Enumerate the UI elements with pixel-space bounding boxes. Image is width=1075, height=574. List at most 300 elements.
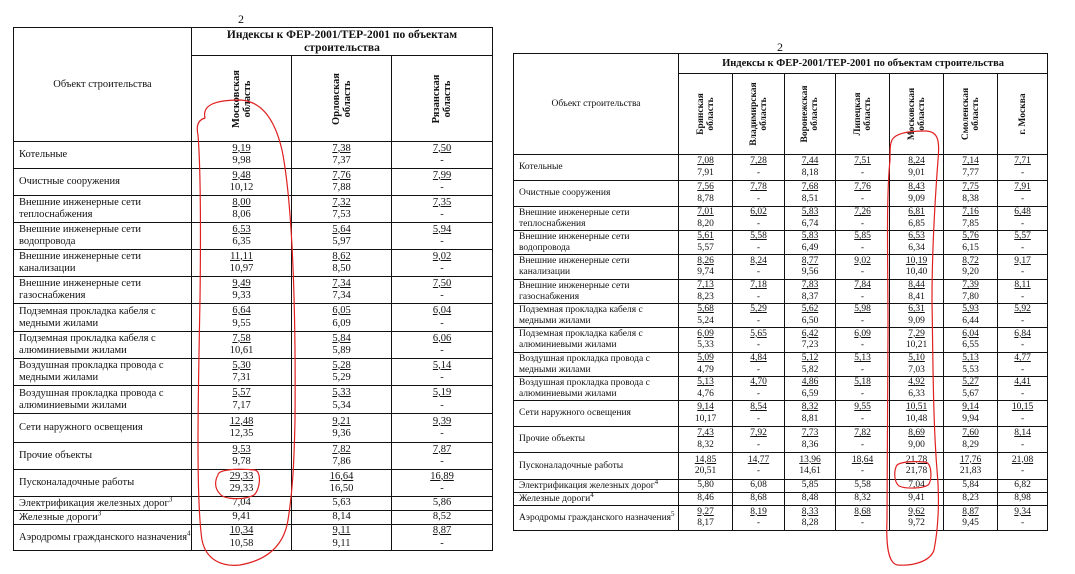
- table-row: [514, 493, 1048, 506]
- index-value-fer: 7,56: [697, 182, 714, 192]
- index-value-cell: [679, 181, 733, 207]
- index-value-cell: [679, 280, 733, 304]
- index-value-ter: 9,36: [332, 428, 351, 439]
- index-value-cell: [944, 506, 998, 531]
- index-value-fer: 5,30: [232, 359, 251, 371]
- index-value-fer: 8,33: [801, 506, 819, 517]
- index-value-fer: 6,04: [962, 328, 979, 339]
- index-value-cell: [192, 250, 292, 277]
- index-value-fer: 6,02: [750, 207, 767, 217]
- index-value-ter: 6,59: [801, 388, 819, 399]
- index-value-ter: 9,33: [232, 290, 251, 301]
- index-value-cell: [292, 223, 392, 250]
- index-value-ter: 5,33: [697, 340, 714, 350]
- header-row: [14, 28, 493, 56]
- object-label: Сети наружного освещения: [519, 408, 631, 418]
- index-value-fer: 7,13: [697, 280, 714, 290]
- index-value-fer: 7,18: [750, 280, 767, 290]
- index-value-cell: [785, 401, 836, 427]
- index-value-fer: 7,92: [750, 428, 767, 438]
- index-value-cell: [836, 155, 890, 181]
- index-value-cell: [392, 223, 493, 250]
- object-column-header: Объект строительства: [514, 54, 679, 155]
- index-value-cell: [733, 181, 785, 207]
- index-value-fer: 8,68: [854, 506, 871, 517]
- left-page-number: 2: [238, 12, 244, 26]
- index-value-cell: [998, 255, 1048, 280]
- object-label: Очистные сооружения: [519, 188, 611, 198]
- index-value-ter: 7,85: [962, 218, 979, 229]
- region-name: Липецкая область: [852, 92, 873, 136]
- index-value-cell: [733, 353, 785, 377]
- index-value-cell: [890, 280, 944, 304]
- index-value-ter: 9,56: [801, 267, 819, 277]
- index-value-cell: [836, 231, 890, 255]
- index-value-ter: -: [1020, 267, 1025, 277]
- index-value-ter: -: [860, 364, 865, 375]
- object-label-cell: [14, 196, 192, 223]
- index-value-ter: -: [440, 537, 444, 549]
- index-value-ter: 5,89: [332, 345, 351, 356]
- index-value-cell: [785, 255, 836, 280]
- object-label: Внешние инженерные сети водопровода: [519, 231, 630, 253]
- index-value-fer: 8,19: [750, 506, 767, 517]
- index-value-cell: [733, 480, 785, 493]
- index-value-ter: 8,81: [801, 413, 819, 424]
- index-value-cell: [836, 207, 890, 231]
- index-value-ter: -: [756, 242, 761, 253]
- index-value-cell: [292, 470, 392, 497]
- index-value-ter: -: [860, 315, 865, 326]
- region-name: Смоленская область: [960, 87, 981, 141]
- index-value-ter: -: [440, 428, 444, 439]
- index-value-cell: [890, 480, 944, 493]
- index-value-cell: [392, 196, 493, 223]
- object-label-cell: [14, 443, 192, 470]
- index-value-cell: [192, 525, 292, 551]
- region-name: Владимирская область: [748, 82, 769, 146]
- index-value-fer: 6,06: [432, 332, 452, 344]
- index-value-ter: 9,55: [232, 317, 251, 329]
- table-row: [14, 497, 493, 511]
- index-value-ter: -: [756, 218, 761, 229]
- index-value-cell: [998, 427, 1048, 453]
- index-value-fer: 6,84: [1014, 328, 1031, 339]
- index-value-ter: 16,50: [329, 483, 354, 494]
- table-row: [14, 414, 493, 443]
- index-value-cell: [733, 377, 785, 401]
- object-label: Внешние инженерные сети газоснабжения: [519, 280, 630, 302]
- index-value-ter: 6,35: [232, 236, 251, 247]
- index-value-ter: 8,17: [697, 518, 714, 528]
- index-value-ter: -: [1020, 340, 1025, 350]
- index-value-cell: [292, 511, 392, 525]
- index-value-fer: 8,24: [750, 255, 767, 266]
- table-row: [14, 223, 493, 250]
- index-value-ter: 9,45: [962, 518, 979, 528]
- index-value-fer: 5,14: [432, 359, 452, 371]
- object-label: Сети наружного освещения: [19, 422, 143, 433]
- index-value-cell: [192, 497, 292, 511]
- index-value-cell: [785, 280, 836, 304]
- index-value-ter: 8,41: [908, 291, 925, 302]
- index-value-cell: [785, 304, 836, 328]
- table-row: [14, 250, 493, 277]
- region-column-header: [192, 56, 292, 142]
- index-value-ter: 6,55: [962, 340, 979, 350]
- index-value-cell: [292, 525, 392, 551]
- index-value-fer: 7,76: [332, 169, 351, 181]
- index-value-cell: [890, 155, 944, 181]
- index-value-ter: 6,15: [962, 242, 979, 253]
- index-value-cell: [679, 453, 733, 480]
- index-value-ter: -: [756, 388, 761, 399]
- index-value-cell: [890, 353, 944, 377]
- index-value-cell: [292, 443, 392, 470]
- index-value-fer: 9,39: [432, 415, 452, 427]
- index-value-ter: -: [756, 518, 761, 528]
- index-value-cell: [679, 480, 733, 493]
- index-value-fer: 9,34: [1014, 506, 1031, 517]
- index-value-ter: 8,18: [801, 167, 819, 178]
- index-value-fer: 7,43: [697, 428, 714, 438]
- region-column-header: [890, 74, 944, 155]
- index-value-ter: 5,29: [332, 372, 351, 383]
- index-value-cell: [890, 493, 944, 506]
- object-label-cell: [514, 377, 679, 401]
- index-value: 8,32: [854, 493, 871, 504]
- index-value-cell: [392, 386, 493, 414]
- index-value-cell: [192, 277, 292, 304]
- index-value-ter: 8,51: [801, 193, 819, 204]
- index-value-fer: 7,83: [801, 280, 819, 290]
- index-value-ter: -: [440, 290, 444, 301]
- index-value-ter: -: [440, 263, 444, 274]
- index-value-cell: [392, 414, 493, 443]
- index-value-fer: 6,48: [1014, 207, 1031, 217]
- footnote-mark: 4: [654, 477, 659, 486]
- index-value-cell: [292, 497, 392, 511]
- index-value-ter: 9,01: [908, 167, 925, 178]
- index-value-fer: 10,34: [229, 525, 254, 536]
- table-row: [514, 280, 1048, 304]
- index-value-fer: 5,09: [697, 353, 714, 363]
- object-column-header: Объект строительства: [14, 28, 192, 142]
- table-row: [514, 207, 1048, 231]
- index-value-fer: 6,64: [232, 305, 251, 316]
- footnote-mark: 4: [590, 490, 594, 499]
- index-value-fer: 5,76: [962, 231, 979, 241]
- index-value-ter: -: [860, 439, 865, 450]
- index-value-cell: [785, 231, 836, 255]
- index-value-cell: [944, 207, 998, 231]
- index-value-cell: [944, 377, 998, 401]
- index-value-ter: -: [756, 413, 761, 424]
- index-value-cell: [292, 142, 392, 169]
- object-label-cell: [14, 142, 192, 169]
- index-value-fer: 8,44: [908, 280, 925, 290]
- index-value-cell: [392, 250, 493, 277]
- index-value-fer: 4,84: [750, 353, 767, 363]
- index-value-ter: 8,36: [801, 439, 819, 450]
- index-value-cell: [733, 401, 785, 427]
- index-value-cell: [292, 196, 392, 223]
- index-value-ter: 7,37: [332, 155, 351, 166]
- index-value-cell: [192, 414, 292, 443]
- index-value-fer: 5,57: [232, 387, 251, 398]
- index-value-ter: -: [756, 267, 761, 277]
- index-value-ter: 7,77: [962, 167, 979, 178]
- index-value-ter: -: [1020, 291, 1025, 302]
- index-value-ter: 7,88: [332, 182, 351, 193]
- object-label-cell: [514, 231, 679, 255]
- object-label: Аэродромы гражданского назначения: [19, 531, 188, 543]
- object-label-cell: [514, 155, 679, 181]
- index-value-ter: 9,78: [232, 456, 251, 467]
- index-value: 8,52: [432, 511, 452, 523]
- index-value-ter: -: [440, 209, 444, 220]
- index-value-cell: [679, 377, 733, 401]
- index-value-fer: 6,42: [801, 328, 819, 339]
- table-row: [514, 427, 1048, 453]
- index-value-fer: 9,11: [332, 525, 351, 536]
- region-column-header: [944, 74, 998, 155]
- index-value-cell: [292, 277, 392, 304]
- object-label: Воздушная прокладка провода с алюминиевыми жилами: [19, 387, 164, 411]
- index-value-fer: 5,84: [332, 332, 351, 344]
- index-value-fer: 6,09: [854, 328, 871, 339]
- index-value: 8,46: [697, 493, 714, 504]
- index-value-ter: -: [440, 317, 444, 329]
- index-value-cell: [890, 181, 944, 207]
- index-value-fer: 5,98: [854, 304, 871, 314]
- object-label-cell: [14, 332, 192, 359]
- index-value-cell: [679, 255, 733, 280]
- index-value-fer: 7,16: [962, 207, 979, 217]
- index-value-ter: 4,76: [697, 388, 714, 399]
- index-value-cell: [944, 304, 998, 328]
- index-value-cell: [944, 453, 998, 480]
- index-value-cell: [944, 255, 998, 280]
- index-value-ter: -: [1020, 388, 1025, 399]
- index-value: 8,23: [962, 493, 979, 504]
- object-label-cell: [514, 453, 679, 480]
- region-column-header: [998, 74, 1048, 155]
- index-value-ter: 7,53: [332, 209, 351, 220]
- index-value-fer: 7,08: [697, 156, 714, 166]
- index-value-fer: 4,92: [908, 377, 925, 387]
- index-value-cell: [733, 493, 785, 506]
- index-value-fer: 9,14: [697, 402, 714, 412]
- index-value-ter: 4,79: [697, 364, 714, 375]
- region-column-header: [292, 56, 392, 142]
- index-value-cell: [733, 453, 785, 480]
- object-label-cell: [14, 304, 192, 332]
- index-value-fer: 14,77: [747, 454, 770, 465]
- index-value-ter: 6,34: [908, 242, 925, 253]
- index-value-fer: 6,09: [697, 328, 714, 339]
- object-label: Воздушная прокладка провода с алюминиевыми жилами: [519, 377, 650, 399]
- index-value-cell: [998, 304, 1048, 328]
- index-value-ter: -: [440, 182, 444, 193]
- index-value-cell: [836, 453, 890, 480]
- index-value-cell: [836, 506, 890, 531]
- region-column-header: [785, 74, 836, 155]
- index-value-ter: 5,24: [697, 315, 714, 326]
- object-label: Электрификация железных дорог: [19, 497, 169, 509]
- object-label: Очистные сооружения: [19, 176, 120, 187]
- object-label: Подземная прокладка кабеля с медными жилами: [519, 304, 643, 326]
- index-value-ter: -: [440, 372, 444, 383]
- index-value-ter: 10,58: [229, 537, 254, 549]
- index-value-cell: [192, 386, 292, 414]
- index-value-cell: [785, 353, 836, 377]
- index-value-cell: [192, 196, 292, 223]
- index-value: 9,41: [232, 511, 251, 523]
- index-group-header: Индексы к ФЕР-2001/ТЕР-2001 по объектам строительства: [192, 28, 493, 56]
- index-value: 9,41: [908, 493, 925, 504]
- index-value-fer: 9,02: [854, 255, 871, 266]
- index-value-cell: [836, 401, 890, 427]
- table-row: [14, 277, 493, 304]
- index-value-ter: -: [860, 518, 865, 528]
- index-value-cell: [733, 231, 785, 255]
- index-value: 7,04: [908, 480, 925, 491]
- index-value-ter: 5,67: [962, 388, 979, 399]
- index-value-fer: 16,89: [430, 470, 454, 482]
- table-row: [14, 386, 493, 414]
- index-value-fer: 9,49: [232, 277, 251, 289]
- index-value-cell: [998, 353, 1048, 377]
- index-value-cell: [392, 277, 493, 304]
- index-value-cell: [292, 169, 392, 196]
- index-value-cell: [733, 304, 785, 328]
- object-label-cell: [514, 280, 679, 304]
- index-value-fer: 7,71: [1014, 156, 1031, 166]
- index-value-ter: 7,91: [697, 167, 714, 178]
- index-value-fer: 9,17: [1014, 255, 1031, 266]
- index-value-cell: [998, 506, 1048, 531]
- index-value-fer: 6,53: [232, 223, 251, 235]
- object-label: Внешние инженерные сети канализации: [19, 251, 142, 274]
- index-value-fer: 10,15: [1011, 402, 1034, 412]
- index-value-fer: 6,05: [332, 305, 351, 316]
- index-value-fer: 7,50: [432, 142, 452, 154]
- index-value-ter: 6,50: [801, 315, 819, 326]
- index-value-cell: [890, 401, 944, 427]
- index-value-cell: [785, 506, 836, 531]
- index-value-ter: 7,23: [801, 340, 819, 350]
- index-value-fer: 9,53: [232, 443, 251, 455]
- table-row: [14, 169, 493, 196]
- index-value-cell: [944, 401, 998, 427]
- index-value-fer: 7,82: [332, 443, 351, 455]
- region-column-header: [392, 56, 493, 142]
- object-label-cell: [14, 169, 192, 196]
- index-value-cell: [998, 377, 1048, 401]
- index-value-ter: 7,86: [332, 456, 351, 467]
- index-value-fer: 8,43: [908, 182, 925, 192]
- index-value: 5,80: [697, 480, 714, 491]
- index-value-ter: 9,09: [908, 193, 925, 204]
- index-value-cell: [998, 401, 1048, 427]
- index-value-ter: 6,09: [332, 317, 351, 329]
- index-value-fer: 5,13: [962, 353, 979, 363]
- index-value-cell: [785, 207, 836, 231]
- index-value-ter: -: [860, 466, 865, 476]
- index-value-fer: 8,69: [908, 428, 925, 438]
- index-value-cell: [679, 427, 733, 453]
- table-row: [514, 401, 1048, 427]
- index-value-cell: [785, 377, 836, 401]
- index-value-fer: 7,32: [332, 196, 351, 208]
- index-value-cell: [292, 304, 392, 332]
- object-label: Подземная прокладка кабеля с алюминиевыми жилами: [519, 329, 643, 350]
- index-value-cell: [733, 328, 785, 353]
- index-value-cell: [392, 443, 493, 470]
- index-value-ter: 21,83: [959, 466, 982, 476]
- object-label: Внешние инженерные сети канализации: [519, 256, 630, 277]
- object-label-cell: [14, 525, 192, 551]
- table-row: [514, 506, 1048, 531]
- index-value-ter: 5,53: [962, 364, 979, 375]
- object-label-cell: [14, 250, 192, 277]
- object-label-cell: [514, 207, 679, 231]
- index-value-cell: [192, 470, 292, 497]
- region-column-header: [679, 74, 733, 155]
- index-value-fer: 7,44: [801, 156, 819, 166]
- index-value-fer: 8,11: [1014, 280, 1031, 290]
- index-value: 6,82: [1014, 480, 1031, 491]
- object-label-cell: [514, 401, 679, 427]
- index-value-cell: [392, 142, 493, 169]
- index-value-fer: 4,70: [750, 377, 767, 387]
- table-row: [14, 525, 493, 551]
- index-value-fer: 13,96: [799, 454, 821, 465]
- index-value-fer: 6,53: [908, 231, 925, 241]
- index-value-ter: 7,03: [908, 364, 925, 375]
- table-row: [514, 328, 1048, 353]
- index-value-fer: 8,87: [962, 506, 979, 517]
- index-value-fer: 7,99: [432, 169, 452, 181]
- index-value-cell: [998, 493, 1048, 506]
- index-value-ter: 6,74: [801, 218, 819, 229]
- index-value-cell: [392, 359, 493, 386]
- index-value-cell: [192, 223, 292, 250]
- index-value-fer: 7,14: [962, 156, 979, 166]
- object-label-cell: [514, 427, 679, 453]
- index-value-fer: 9,19: [232, 142, 251, 154]
- index-value-fer: 5,83: [801, 207, 819, 217]
- index-value-ter: -: [1020, 315, 1025, 326]
- index-value-cell: [890, 231, 944, 255]
- index-value-ter: -: [860, 242, 865, 253]
- index-value-ter: -: [1020, 218, 1025, 229]
- object-label: Пусконаладочные работы: [19, 477, 135, 488]
- index-value-cell: [292, 332, 392, 359]
- object-label-cell: [14, 470, 192, 497]
- index-value-fer: 7,73: [801, 428, 819, 438]
- region-name: Воронежская область: [800, 85, 820, 143]
- index-value-cell: [392, 525, 493, 551]
- index-value: 5,63: [332, 497, 351, 509]
- index-value-fer: 7,75: [962, 182, 979, 192]
- table-row: [514, 181, 1048, 207]
- index-value-ter: -: [860, 218, 865, 229]
- index-value-ter: 29,33: [229, 483, 254, 494]
- index-value-cell: [998, 181, 1048, 207]
- index-value-fer: 9,62: [908, 506, 925, 517]
